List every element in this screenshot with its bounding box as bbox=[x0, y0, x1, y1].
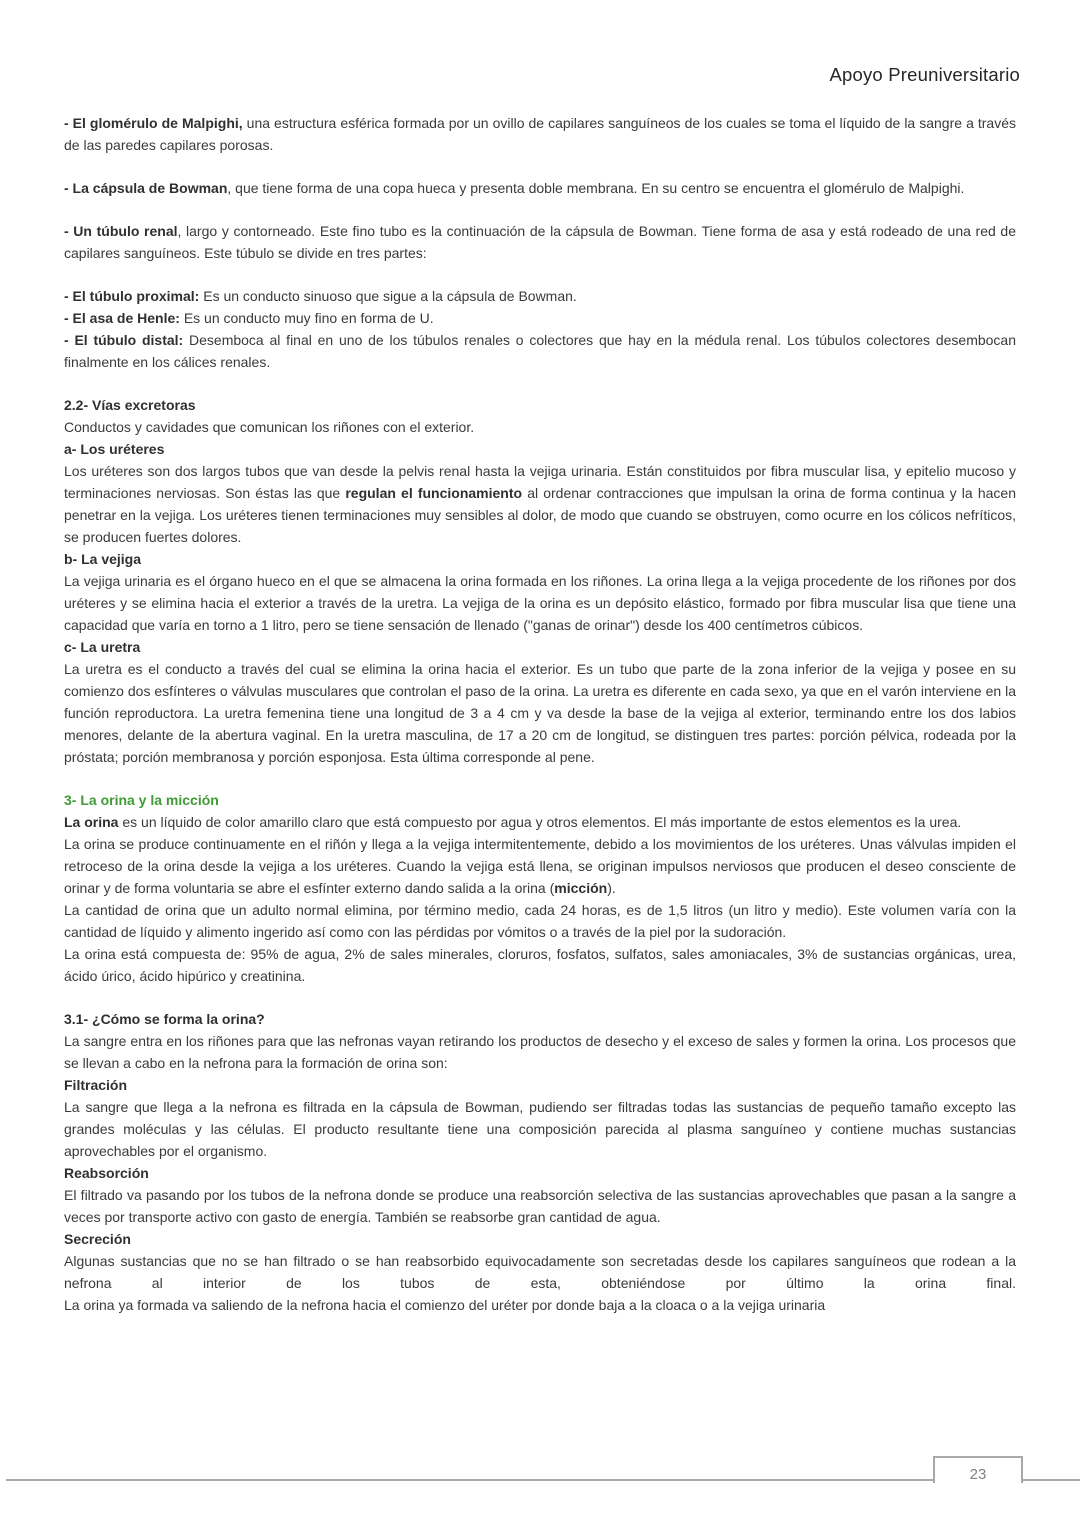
para-orina-produccion bbox=[64, 833, 1016, 899]
text-run: La sangre entra en los riñones para que las nefronas vayan retirando los productos de desecho y el exceso de sales y formen la orina. Los procesos que se llevan a cabo en la nefrona para la formación de orina son: bbox=[64, 1033, 1016, 1071]
text-run: La orina ya formada va saliendo de la nefrona hacia el comienzo del uréter por donde baja a la cloaca o a la vejiga urinaria bbox=[64, 1297, 826, 1313]
bold-run: La orina bbox=[64, 814, 119, 830]
text-run: ). bbox=[607, 880, 616, 896]
heading-vias-excretoras bbox=[64, 394, 1016, 416]
para-tubulo-renal bbox=[64, 220, 1016, 264]
footer-rule bbox=[6, 1479, 1080, 1481]
para-uretra bbox=[64, 658, 1016, 768]
label-ureteres bbox=[64, 438, 1016, 460]
text-run: Es un conducto sinuoso que sigue a la cápsula de Bowman. bbox=[199, 288, 577, 304]
text-run: La uretra es el conducto a través del cual se elimina la orina hacia el exterior. Es un tubo que parte de la zona inferior de la vejiga y posee en su comienzo dos esfínteres o válvulas musculares que controlan el paso de la orina. La uretra es diferente en cada sexo, ya que en el varón interviene en la función reproductora. La uretra femenina tiene una longitud de 3 a 4 cm y va desde la base de la vejiga al exterior, terminando entre los dos labios menores, delante de la abertura vaginal. En la uretra masculina, de 17 a 20 cm de longitud, se distinguen tres partes: porción pélvica, rodeada por la próstata; porción membranosa y porción esponjosa. Esta última corresponde al pene. bbox=[64, 661, 1016, 765]
bold-run: 2.2- Vías excretoras bbox=[64, 397, 196, 413]
text-run: La orina se produce continuamente en el riñón y llega a la vejiga intermitentemente, debido a los movimientos de los uréteres. Unas válvulas impiden el retroceso de la orina desde la vejiga a los uréteres. Cuando la vejiga está llena, se originan impulsos nerviosos que producen el deseo consciente de orinar y de forma voluntaria se abre el esfínter externo dando salida a la orina ( bbox=[64, 836, 1016, 896]
bold-run: - El túbulo proximal: bbox=[64, 288, 200, 304]
para-composicion-orina bbox=[64, 943, 1016, 987]
label-vejiga bbox=[64, 548, 1016, 570]
bold-run: - El túbulo distal: bbox=[64, 332, 184, 348]
text-run: Desemboca al final en uno de los túbulos renales o colectores que hay en la médula renal. Los túbulos colectores desembocan finalmente en los cálices renales. bbox=[64, 332, 1017, 370]
bold-run: - La cápsula de Bowman bbox=[64, 180, 228, 196]
para-cantidad-orina bbox=[64, 899, 1016, 943]
bold-run: 3- La orina y la micción bbox=[64, 792, 219, 808]
para-vejiga bbox=[64, 570, 1016, 636]
bold-run: 3.1- ¿Cómo se forma la orina? bbox=[64, 1011, 265, 1027]
bold-run: Filtración bbox=[64, 1077, 128, 1093]
para-asa-henle bbox=[64, 307, 1016, 329]
text-run: es un líquido de color amarillo claro que está compuesto por agua y otros elementos. El más importante de estos elementos es la urea. bbox=[118, 814, 962, 830]
text-run: La cantidad de orina que un adulto normal elimina, por término medio, cada 24 horas, es de 1,5 litros (un litro y medio). Este volumen varía con la cantidad de líquido y alimento ingerido así como con las pérdidas por vómitos o a través de la piel por la sudoración. bbox=[64, 902, 1016, 940]
label-secrecion bbox=[64, 1228, 1016, 1250]
bold-run: b- La vejiga bbox=[64, 551, 142, 567]
para-tubulo-distal bbox=[64, 329, 1016, 373]
para-orina-formada bbox=[64, 1294, 1016, 1316]
bold-run: c- La uretra bbox=[64, 639, 141, 655]
text-run: El filtrado va pasando por los tubos de la nefrona donde se produce una reabsorción selectiva de las sustancias aprovechables que pasan a la sangre a veces por transporte activo con gasto de energía. También se reabsorbe gran cantidad de agua. bbox=[64, 1187, 1016, 1225]
text-run: Es un conducto muy fino en forma de U. bbox=[179, 310, 434, 326]
bold-run: regulan el funcionamiento bbox=[345, 485, 523, 501]
para-capsula-bowman bbox=[64, 177, 1016, 199]
heading-como-se-forma bbox=[64, 1008, 1016, 1030]
para-glomerulo bbox=[64, 112, 1016, 156]
page-number-tab bbox=[933, 1456, 1023, 1483]
bold-run: Secreción bbox=[64, 1231, 131, 1247]
para-orina-definicion bbox=[64, 811, 1016, 833]
bold-run: Reabsorción bbox=[64, 1165, 149, 1181]
heading-orina-miccion bbox=[64, 789, 1016, 811]
text-run: una estructura esférica formada por un ovillo de capilares sanguíneos de los cuales se toma el líquido de la sangre a través de las paredes capilares porosas. bbox=[64, 115, 1016, 153]
text-run: , largo y contorneado. Este fino tubo es la continuación de la cápsula de Bowman. Tiene forma de asa y está rodeado de una red de capilares sanguíneos. Este túbulo se divide en tres partes: bbox=[64, 223, 1016, 261]
bold-run: - El asa de Henle: bbox=[64, 310, 180, 326]
bold-run: a- Los uréteres bbox=[64, 441, 165, 457]
para-conductos bbox=[64, 416, 1016, 438]
blank-line bbox=[64, 373, 1016, 394]
document-body bbox=[64, 112, 1016, 1316]
bold-run: - Un túbulo renal bbox=[64, 223, 178, 239]
page-header bbox=[829, 64, 1020, 86]
text-run: La sangre que llega a la nefrona es filtrada en la cápsula de Bowman, pudiendo ser filtradas todas las sustancias de pequeño tamaño excepto las grandes moléculas y las células. El producto resultante tiene una composición parecida al plasma sanguíneo y contiene muchas sustancias aprovechables por el organismo. bbox=[64, 1099, 1016, 1159]
page-number: 23 bbox=[969, 1466, 987, 1483]
blank-line bbox=[64, 264, 1016, 285]
label-uretra bbox=[64, 636, 1016, 658]
blank-line bbox=[64, 199, 1016, 220]
para-ureteres bbox=[64, 460, 1016, 548]
text-run: , que tiene forma de una copa hueca y presenta doble membrana. En su centro se encuentra el glomérulo de Malpighi. bbox=[227, 180, 965, 196]
text-run: Conductos y cavidades que comunican los riñones con el exterior. bbox=[64, 419, 475, 435]
text-run: al ordenar contracciones que impulsan la orina de forma continua y la hacen penetrar en la vejiga. Los uréteres tienen terminaciones muy sensibles al dolor, de modo que cuando se obstruyen, como ocurre en los cólicos nefríticos, se producen fuertes dolores. bbox=[64, 485, 1016, 545]
label-filtracion bbox=[64, 1074, 1016, 1096]
label-reabsorcion bbox=[64, 1162, 1016, 1184]
para-sangre-nefronas bbox=[64, 1030, 1016, 1074]
bold-run: micción bbox=[554, 880, 608, 896]
para-filtracion bbox=[64, 1096, 1016, 1162]
header-title: Apoyo Preuniversitario bbox=[829, 64, 1020, 85]
bold-run: - El glomérulo de Malpighi, bbox=[64, 115, 243, 131]
text-run: La orina está compuesta de: 95% de agua, 2% de sales minerales, cloruros, fosfatos, sulfatos, sales amoniacales, 3% de sustancias orgánicas, urea, ácido úrico, ácido hipúrico y creatinina. bbox=[64, 946, 1016, 984]
para-reabsorcion bbox=[64, 1184, 1016, 1228]
text-run: La vejiga urinaria es el órgano hueco en el que se almacena la orina formada en los riñones. La orina llega a la vejiga procedente de los riñones por dos uréteres y se elimina hacia el exterior a través de la uretra. La vejiga de la orina es un depósito elástico, formado por fibra muscular lisa que tiene una capacidad que varía en torno a 1 litro, pero se tiene sensación de llenado ("ganas de orinar") desde los 400 centímetros cúbicos. bbox=[64, 573, 1016, 633]
blank-line bbox=[64, 156, 1016, 177]
text-run: Los uréteres son dos largos tubos que van desde la pelvis renal hasta la vejiga urinaria. Están constituidos por fibra muscular lisa, y epitelio mucoso y terminaciones nerviosas. Son éstas las que bbox=[64, 463, 1016, 501]
para-secrecion bbox=[64, 1250, 1016, 1294]
text-run: Algunas sustancias que no se han filtrado o se han reabsorbido equivocadamente son secretadas desde los capilares sanguíneos que rodean a la nefrona al interior de los tubos de esta, obteniéndose por último la orina final. bbox=[64, 1253, 1016, 1291]
para-tubulo-proximal bbox=[64, 285, 1016, 307]
blank-line bbox=[64, 987, 1016, 1008]
blank-line bbox=[64, 768, 1016, 789]
